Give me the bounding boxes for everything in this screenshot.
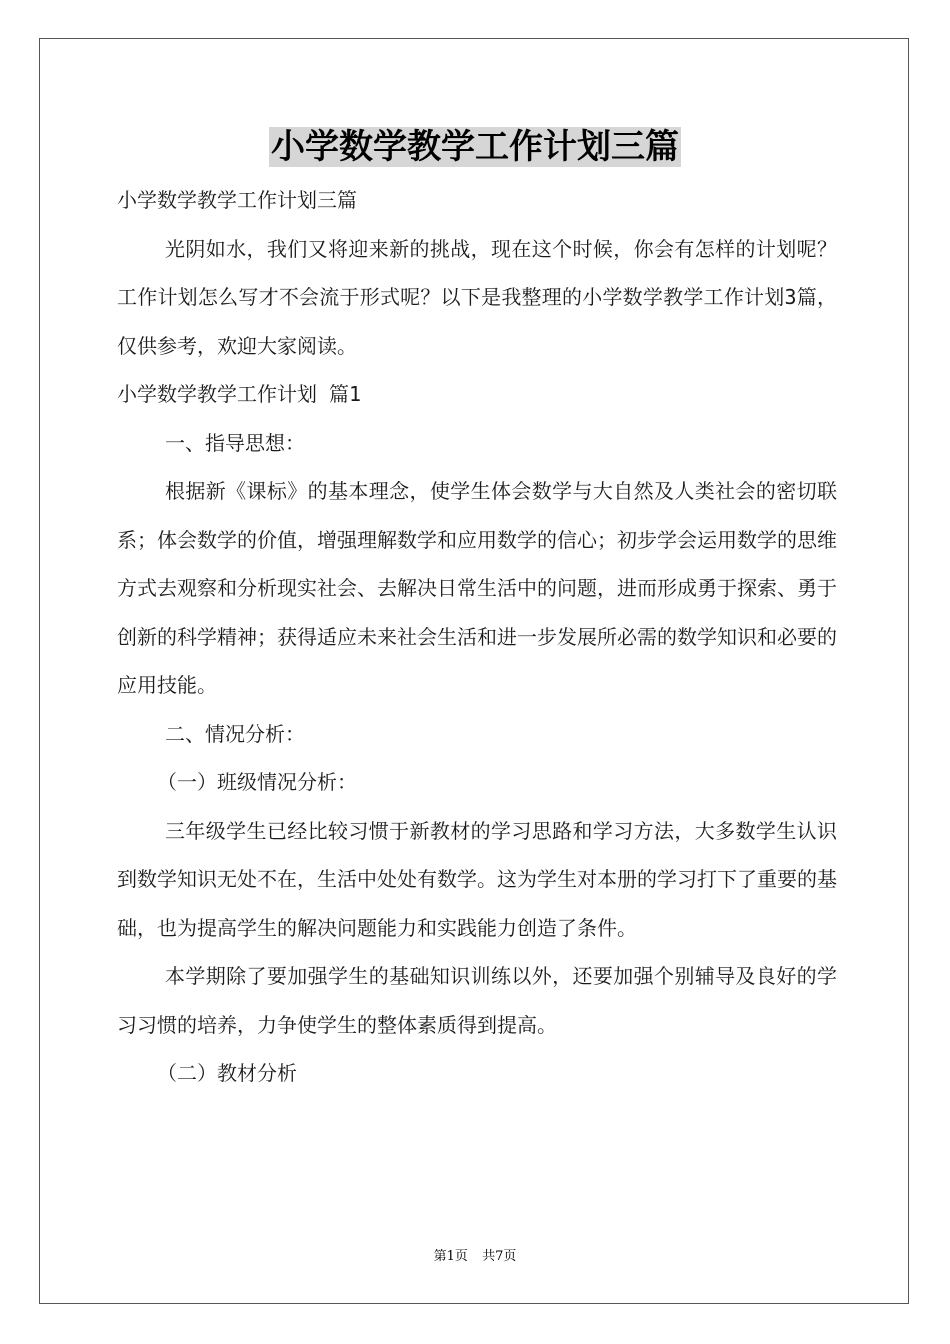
document-body [117,176,837,1098]
page-footer [0,1245,950,1264]
document-title-text: 小学数学教学工作计划三篇 [271,127,679,167]
heading-textbook-analysis: （二）教材分析 [157,1061,297,1085]
section-heading: 小学数学教学工作计划 篇1 [117,382,362,406]
semester-plan-paragraph: 本学期除了要加强学生的基础知识训练以外，还要加强个别辅导及良好的学习习惯的培养，力争使学生的整体素质得到提高。 [117,964,837,1037]
class-analysis-paragraph: 三年级学生已经比较习惯于新教材的学习思路和学习方法，大多数学生认识到数学知识无处不在，生活中处处有数学。这为学生对本册的学习打下了重要的基础，也为提高学生的解决问题能力和实践能力创造了条件。 [117,818,837,940]
page-number: 第1页 [433,1249,468,1264]
intro-paragraph: 光阴如水，我们又将迎来新的挑战，现在这个时候，你会有怎样的计划呢？工作计划怎么写才不会流于形式呢？以下是我整理的小学数学教学工作计划3篇，仅供参考，欢迎大家阅读。 [117,236,837,358]
heading-class-analysis: （一）班级情况分析： [157,770,357,794]
document-title [0,125,950,169]
subtitle-line: 小学数学教学工作计划三篇 [117,188,357,212]
page-total: 共7页 [482,1249,517,1264]
heading-guiding-ideology: 一、指导思想： [165,430,305,455]
heading-situation-analysis: 二、情况分析： [165,721,305,746]
guiding-ideology-paragraph: 根据新《课标》的基本理念，使学生体会数学与大自然及人类社会的密切联系；体会数学的价值，增强理解数学和应用数学的信心；初步学会运用数学的思维方式去观察和分析现实社会、去解决日常生活中的问题，进而形成勇于探索、勇于创新的科学精神；获得适应未来社会生活和进一步发展所必需的数学知识和必要的应用技能。 [117,479,837,697]
